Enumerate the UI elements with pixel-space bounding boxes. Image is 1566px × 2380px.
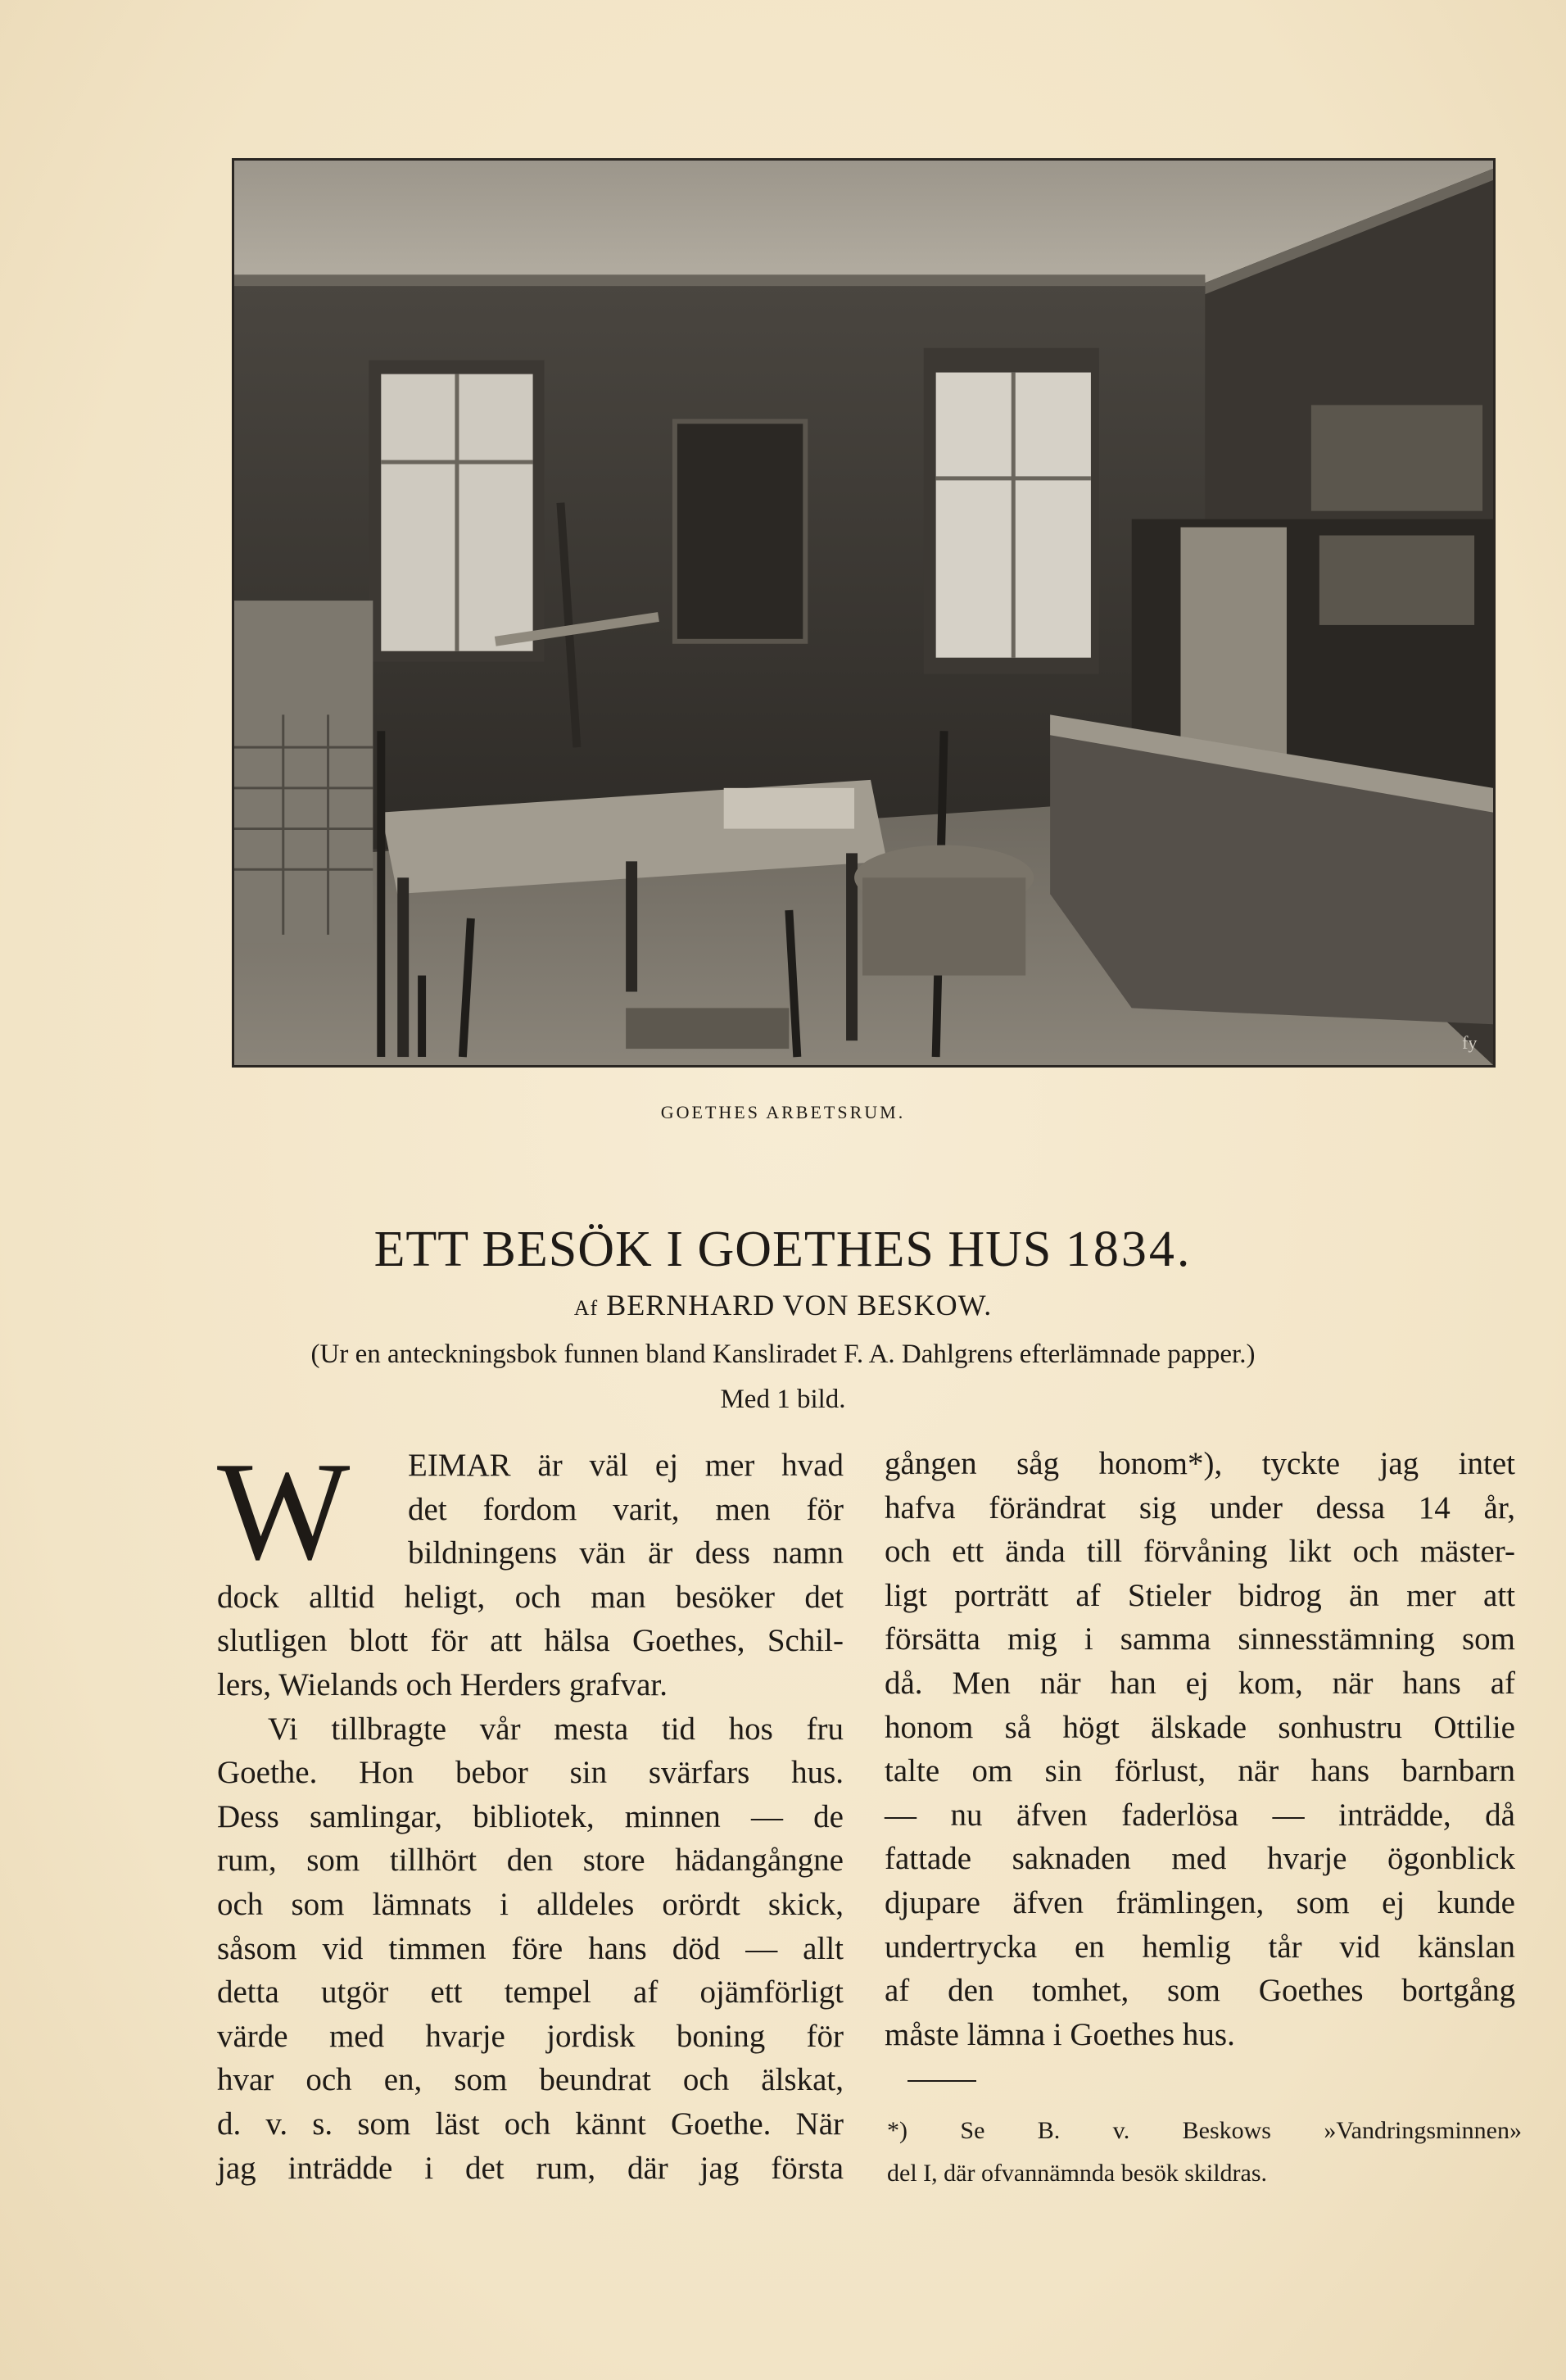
text-line: det fordom varit, men för [408,1491,844,1527]
text-line: rum, som tillhört den store hädangångne [217,1843,844,1879]
drop-cap: W [217,1434,351,1589]
text-line: EIMAR är väl ej mer hvad [408,1448,844,1483]
text-line: värde med hvarje jordisk boning för [217,2018,844,2054]
title-year: 1834. [1065,1222,1193,1277]
text-line: fattade saknaden med hvarje ögonblick [885,1841,1515,1877]
engraver-mark: fy [1462,1032,1478,1054]
source-note: (Ur en anteckningsbok funnen bland Kansliradet F. A. Dahlgrens efterlämnade papper.) [310,1340,1256,1369]
text-line: dock alltid heligt, och man besöker det [217,1579,844,1615]
byline [0,1288,1566,1322]
footnote-line: *) Se B. v. Beskows »Vandringsminnen» [887,2117,1522,2144]
text-line: Vi tillbragte vår mesta tid hos fru [268,1711,844,1747]
text-line: slutligen blott för att hälsa Goethes, Schil- [217,1623,844,1659]
text-line: gången såg honom*), tyckte jag intet [885,1446,1515,1481]
text-line: måste lämna i Goethes hus. [885,2016,1235,2052]
byline-prefix: Af [573,1296,599,1320]
text-line: — nu äfven faderlösa — inträdde, då [885,1797,1515,1833]
text-line: Dess samlingar, bibliotek, minnen — de [217,1798,844,1834]
text-line: lers, Wielands och Herders grafvar. [217,1666,668,1702]
photo-illustration [234,161,1493,1065]
figure-caption: GOETHES ARBETSRUM. [660,1102,906,1122]
text-line: ligt porträtt af Stieler bidrog än mer att [885,1577,1515,1613]
text-line: jag inträdde i det rum, där jag första [217,2150,844,2186]
footnote-line: del I, där ofvannämnda besök skildras. [887,2160,1268,2187]
right-column [885,1442,1515,2056]
text-line: bildningens vän är dess namn [408,1535,844,1571]
text-line: hvar och en, som beundrat och älskat, [217,2062,844,2098]
footnote-rule [907,2080,976,2082]
text-line: försätta mig i samma sinnesstämning som [885,1621,1515,1657]
article-title [0,1221,1566,1279]
text-line: af den tomhet, som Goethes bortgång [885,1973,1515,2009]
text-line: undertrycka en hemlig tår vid känslan [885,1929,1515,1965]
illustration-note: Med 1 bild. [720,1385,846,1414]
text-line: och ett ända till förvåning likt och mäster- [885,1534,1515,1570]
left-column [217,1434,844,2190]
footnote [887,2110,1522,2195]
text-line: djupare äfven främlingen, som ej kunde [885,1884,1515,1920]
byline-author: BERNHARD VON BESKOW. [606,1289,993,1321]
text-line: d. v. s. som läst och kännt Goethe. När [217,2106,844,2142]
text-line: Goethe. Hon bebor sin svärfars hus. [217,1755,844,1791]
text-line: detta utgör ett tempel af ojämförligt [217,1974,844,2011]
title-main: ETT BESÖK I GOETHES HUS [373,1222,1052,1277]
text-line: då. Men när han ej kom, när hans af [885,1665,1515,1701]
photograph-goethes-study [232,158,1496,1068]
text-line: hafva förändrat sig under dessa 14 år, [885,1489,1515,1525]
text-line: talte om sin förlust, när hans barnbarn [885,1753,1515,1789]
text-line: och som lämnats i alldeles orördt skick, [217,1886,844,1922]
text-line: såsom vid timmen före hans död — allt [217,1930,844,1966]
text-line: honom så högt älskade sonhustru Ottilie [885,1709,1515,1745]
